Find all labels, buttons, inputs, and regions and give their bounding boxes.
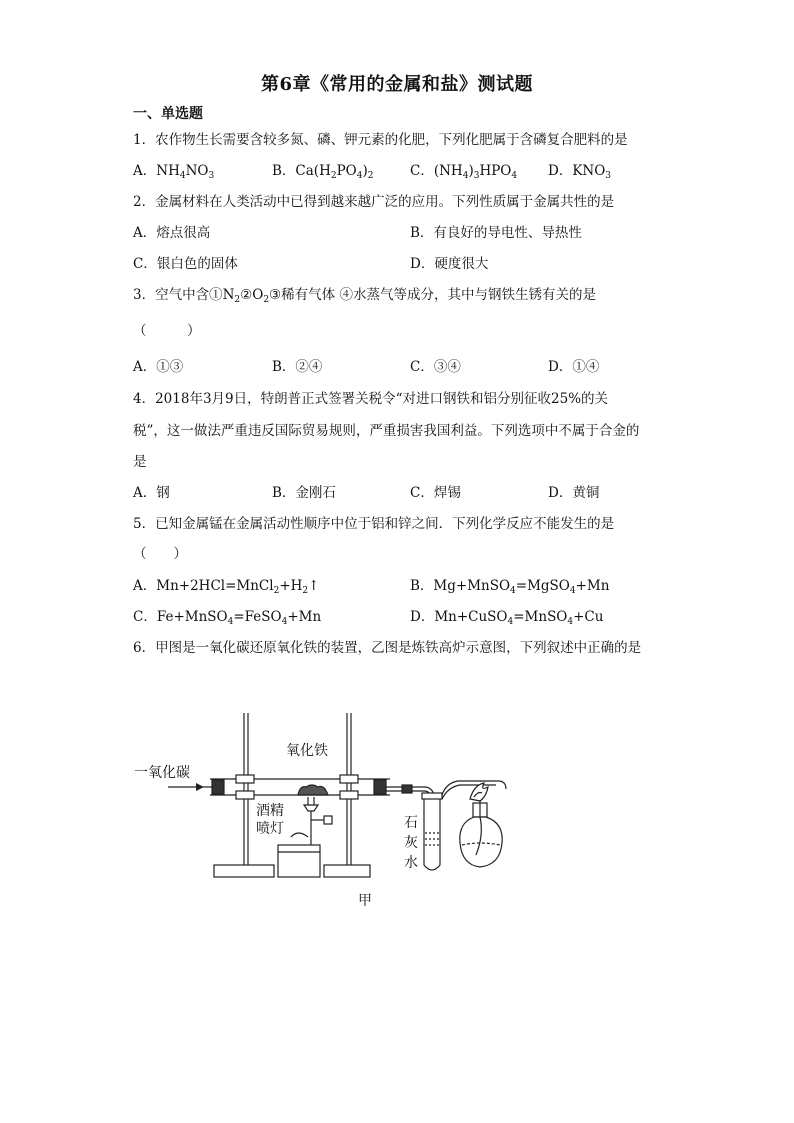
question-1-option-b: B．$Ca(H_2PO_4)_2$ bbox=[272, 163, 374, 181]
question-2-option-d: D．硬度很大 bbox=[410, 256, 489, 272]
label-carbon-monoxide: 一氧化碳 bbox=[134, 765, 190, 781]
question-4-stem-line-2: 税”，这一做法严重违反国际贸易规则，严重损害我国利益。下列选项中不属于合金的 bbox=[133, 423, 640, 439]
question-6-stem: 6．甲图是一氧化碳还原氧化铁的装置，乙图是炼铁高炉示意图，下列叙述中正确的是 bbox=[133, 640, 642, 656]
page-title: 第6章《常用的金属和盐》测试题 bbox=[260, 74, 534, 95]
question-5-stem: 5．已知金属锰在金属活动性顺序中位于铝和锌之间．下列化学反应不能发生的是 bbox=[133, 516, 615, 532]
question-1-option-a: A．$NH_4NO_3$ bbox=[133, 163, 215, 181]
question-4-option-b: B．金刚石 bbox=[272, 485, 336, 501]
question-5-option-b: B．Mg+MnSO$_4$=MgSO$_4$+Mn bbox=[410, 578, 610, 596]
question-2-option-c: C．银白色的固体 bbox=[133, 256, 238, 272]
question-5-option-d: D．Mn+CuSO$_4$=MnSO$_4$+Cu bbox=[410, 609, 604, 627]
stand-left-base bbox=[214, 865, 274, 877]
label-blast-lamp-1: 酒精 bbox=[256, 803, 284, 819]
label-iron-oxide: 氧化铁 bbox=[286, 743, 328, 759]
question-3-option-c: C．③④ bbox=[410, 359, 461, 375]
question-3-option-a: A．①③ bbox=[133, 359, 184, 375]
question-3-answer-blank: （ ） bbox=[133, 323, 201, 339]
label-blast-lamp-2: 喷灯 bbox=[256, 821, 284, 837]
question-4-stem-line-3: 是 bbox=[133, 454, 147, 470]
question-4-option-c: C．焊锡 bbox=[410, 485, 461, 501]
question-3-option-d: D．①④ bbox=[548, 359, 600, 375]
question-5-option-c: C．Fe+MnSO$_4$=FeSO$_4$+Mn bbox=[133, 609, 322, 627]
blast-lamp-body bbox=[278, 845, 320, 877]
right-stopper bbox=[374, 780, 386, 794]
question-2-option-b: B．有良好的导电性、导热性 bbox=[410, 225, 582, 241]
question-1-stem: 1．农作物生长需要含较多氮、磷、钾元素的化肥，下列化肥属于含磷复合肥料的是 bbox=[133, 132, 628, 148]
question-4-option-d: D．黄铜 bbox=[548, 485, 600, 501]
question-2-option-a: A．熔点很高 bbox=[133, 225, 211, 241]
question-3-stem: 3．空气中含$①N_2②O_2③$稀有气体 ④水蒸气等成分，其中与钢铁生锈有关的是 bbox=[133, 287, 596, 305]
question-3-option-b: B．②④ bbox=[272, 359, 323, 375]
iron-oxide-powder bbox=[298, 785, 328, 795]
label-limewater-1: 石 bbox=[404, 815, 418, 831]
question-1-option-d: D．$KNO_3$ bbox=[548, 163, 612, 181]
figure-caption: 甲 bbox=[358, 893, 372, 909]
section-heading: 一、单选题 bbox=[133, 106, 203, 122]
question-4-option-a: A．钢 bbox=[133, 485, 170, 501]
question-1-option-c: C．$(NH_4)_3HPO_4$ bbox=[410, 163, 518, 181]
question-5-answer-blank: （ ） bbox=[133, 546, 187, 562]
label-limewater-3: 水 bbox=[404, 855, 418, 871]
apparatus-diagram bbox=[128, 705, 528, 905]
question-2-stem: 2．金属材料在人类活动中已得到越来越广泛的应用。下列性质属于金属共性的是 bbox=[133, 194, 615, 210]
question-5-option-a: A．$Mn+2HCl=MnCl_2+H_2↑$ bbox=[133, 578, 320, 596]
label-limewater-2: 灰 bbox=[404, 835, 418, 851]
stand-right-base bbox=[324, 865, 370, 877]
question-4-stem-line-1: 4．2018年3月9日，特朗普正式签署关税令“对进口钢铁和铝分别征收25%的关 bbox=[133, 391, 609, 407]
